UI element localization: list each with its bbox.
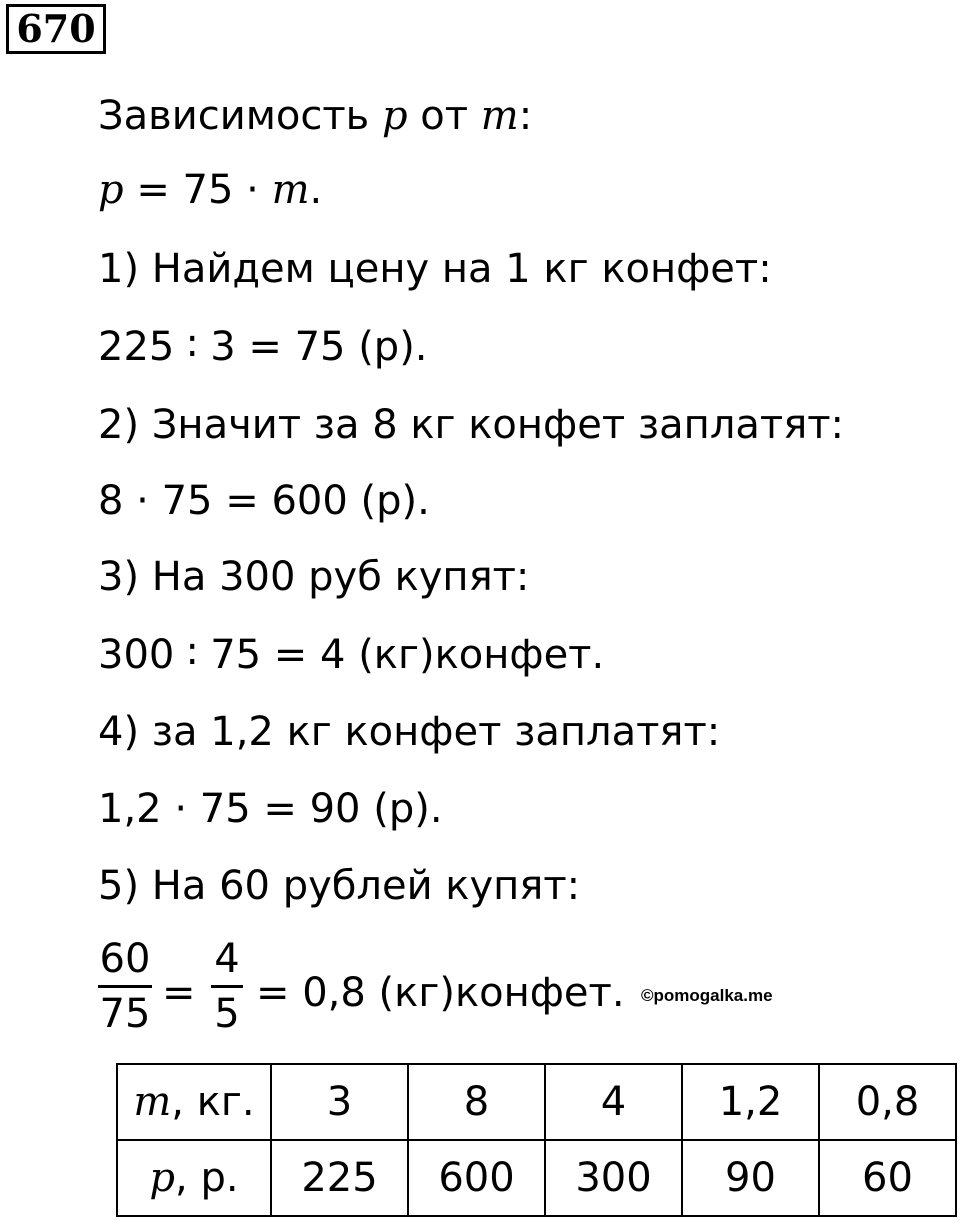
- table-cell: 3: [271, 1064, 408, 1140]
- formula-mid: = 75 ·: [123, 167, 272, 213]
- fraction-4-5: [211, 937, 243, 1036]
- row-header-m: [117, 1064, 271, 1140]
- dependency-colon: :: [518, 93, 533, 139]
- table-cell: 600: [408, 1140, 545, 1216]
- fraction-numerator: 60: [99, 936, 151, 982]
- table-cell: 60: [819, 1140, 956, 1216]
- formula: [98, 166, 322, 214]
- unit-kg: , кг.: [171, 1079, 255, 1125]
- fraction-bar: [211, 985, 243, 988]
- step-3: 3) На 300 руб купят:: [98, 554, 530, 600]
- table-row-p: [117, 1140, 956, 1216]
- formula-m: m: [271, 167, 310, 213]
- var-p: p: [149, 1155, 176, 1201]
- fraction-numerator: 4: [214, 936, 240, 982]
- table-cell: 225: [271, 1140, 408, 1216]
- dependency-heading: [98, 92, 532, 140]
- value-table: [116, 1063, 957, 1217]
- variable-p: p: [381, 93, 408, 139]
- fraction-60-75: [98, 937, 152, 1036]
- formula-end: .: [309, 167, 323, 213]
- step-2-calc: 8 · 75 = 600 (р).: [98, 478, 430, 524]
- table-row-m: [117, 1064, 956, 1140]
- table-cell: 4: [545, 1064, 682, 1140]
- dependency-mid: от: [407, 93, 481, 139]
- equals-sign: =: [162, 970, 196, 1016]
- unit-rub: , р.: [175, 1155, 239, 1201]
- table-cell: 8: [408, 1064, 545, 1140]
- variable-m: m: [480, 93, 519, 139]
- watermark: ©pomogalka.me: [641, 986, 773, 1005]
- table-cell: 300: [545, 1140, 682, 1216]
- table-cell: 0,8: [819, 1064, 956, 1140]
- fraction-denominator: 75: [99, 991, 151, 1037]
- table-cell: 1,2: [682, 1064, 819, 1140]
- fraction-denominator: 5: [214, 991, 240, 1037]
- step-3-calc: 300 ∶ 75 = 4 (кг)конфет.: [98, 632, 605, 678]
- step-1: 1) Найдем цену на 1 кг конфет:: [98, 246, 772, 292]
- problem-number: 670: [6, 4, 106, 54]
- table-cell: 90: [682, 1140, 819, 1216]
- row-header-p: [117, 1140, 271, 1216]
- step-1-calc: 225 ∶ 3 = 75 (р).: [98, 324, 428, 370]
- step-4: 4) за 1,2 кг конфет заплатят:: [98, 709, 721, 755]
- dependency-text: Зависимость: [98, 93, 382, 139]
- step-5: 5) На 60 рублей купят:: [98, 863, 581, 909]
- fraction-bar: [98, 985, 152, 988]
- var-m: m: [133, 1079, 172, 1125]
- step-2: 2) Значит за 8 кг конфет заплатят:: [98, 402, 845, 448]
- result-text: = 0,8 (кг)конфет.: [256, 970, 625, 1016]
- step-4-calc: 1,2 · 75 = 90 (р).: [98, 786, 443, 832]
- formula-p: p: [98, 167, 124, 213]
